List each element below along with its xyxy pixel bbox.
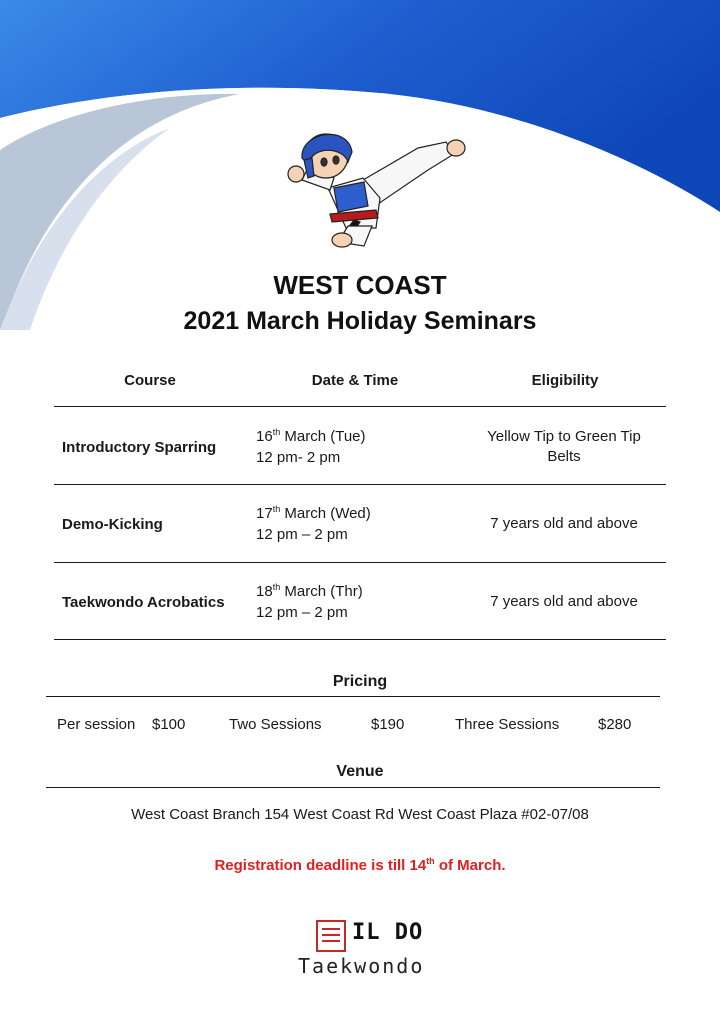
course-time: 12 pm – 2 pm (256, 526, 348, 543)
course-eligibility: Yellow Tip to Green Tip Belts (487, 428, 641, 465)
course-date: 16th March (Tue) (256, 427, 366, 445)
pricing-heading: Pricing (332, 673, 388, 690)
page-subtitle: 2021 March Holiday Seminars (183, 307, 537, 335)
table-divider (54, 639, 666, 640)
il-do-taekwondo-logo (298, 918, 438, 980)
course-name: Taekwondo Acrobatics (62, 593, 225, 611)
column-header-eligibility: Eligibility (531, 372, 599, 389)
table-row (54, 485, 666, 563)
registration-deadline: Registration deadline is till 14th of March. (214, 856, 506, 874)
course-time: 12 pm- 2 pm (256, 449, 341, 466)
course-date-time (256, 485, 371, 563)
course-date-time (256, 408, 366, 486)
page-title: WEST COAST (273, 270, 447, 300)
course-eligibility: 7 years old and above (490, 593, 638, 610)
seal-icon (316, 920, 346, 952)
column-header-date-time: Date & Time (311, 372, 399, 389)
table-row (54, 563, 666, 641)
venue-divider (46, 787, 660, 788)
price-value-per-session: $100 (152, 716, 186, 733)
price-value-two-sessions: $190 (371, 716, 405, 733)
course-name: Demo-Kicking (62, 515, 163, 533)
table-row (54, 408, 666, 486)
course-eligibility: 7 years old and above (490, 515, 638, 532)
course-date: 17th March (Wed) (256, 504, 371, 522)
logo-name: IL DO (352, 920, 424, 945)
logo-subtitle: Taekwondo (298, 954, 425, 978)
venue-heading: Venue (336, 763, 384, 780)
course-date-time (256, 563, 363, 641)
course-date: 18th March (Thr) (256, 582, 363, 600)
column-header-course: Course (124, 372, 176, 389)
price-value-three-sessions: $280 (598, 716, 632, 733)
course-time: 12 pm – 2 pm (256, 604, 348, 621)
price-label-three-sessions: Three Sessions (455, 716, 560, 733)
price-label-two-sessions: Two Sessions (229, 716, 322, 733)
table-divider (54, 406, 666, 407)
taekwondo-kicking-kid-icon (268, 118, 468, 250)
pricing-divider (46, 696, 660, 697)
venue-address: West Coast Branch 154 West Coast Rd West Coast Plaza #02-07/08 (131, 806, 589, 823)
price-label-per-session: Per session (57, 716, 136, 733)
course-name: Introductory Sparring (62, 438, 217, 456)
